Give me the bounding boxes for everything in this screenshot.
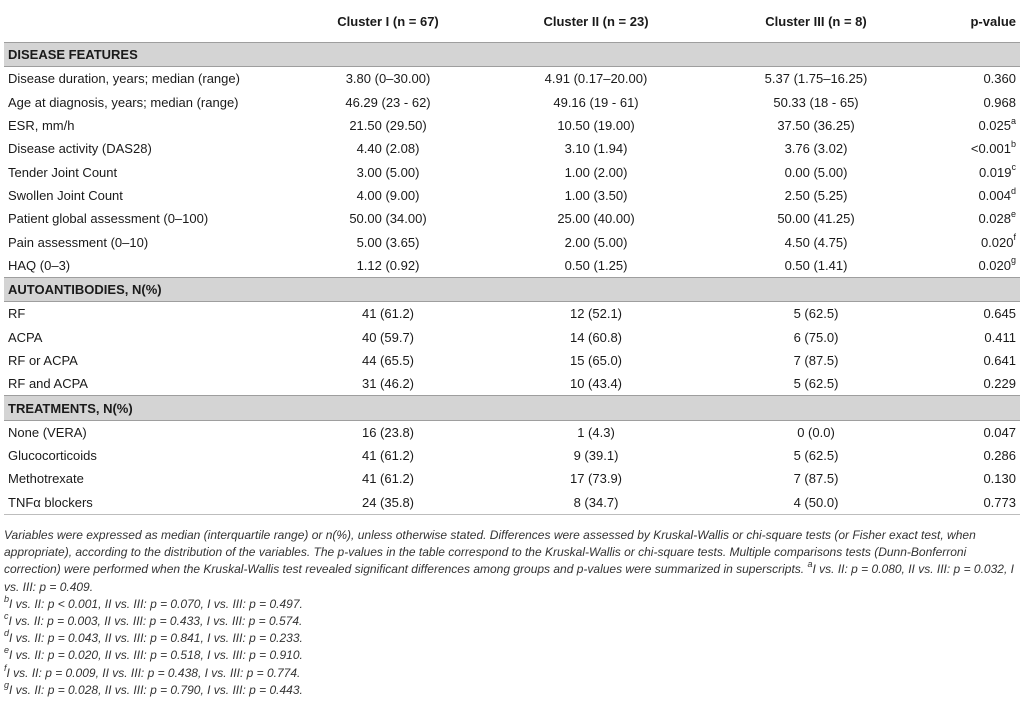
p-value-superscript: c (1011, 162, 1016, 173)
p-value-superscript: b (1010, 139, 1016, 149)
p-value-text: 0.020 (980, 234, 1014, 250)
p-value-superscript: g (1010, 255, 1016, 266)
footnote-main (4, 527, 1018, 596)
cell-cluster-1: 16 (23.8) (361, 424, 415, 440)
row-label: HAQ (0–3) (8, 257, 71, 273)
cell-cluster-3: 4 (50.0) (706, 491, 926, 515)
table-row (4, 160, 1020, 183)
table-row (4, 420, 1020, 444)
cell-p-value (926, 230, 1020, 253)
cell-p-value (926, 67, 1020, 91)
cell-cluster-2: 8 (34.7) (486, 491, 706, 515)
table-row (4, 444, 1020, 467)
footnote-line (4, 647, 1018, 664)
cell-cluster-3: 5.37 (1.75–16.25) (764, 71, 868, 87)
cell-cluster-1: 24 (35.8) (290, 491, 486, 515)
p-value-text: 0.020 (978, 257, 1011, 273)
p-value-text: 0.968 (983, 94, 1016, 110)
p-value-text: <0.001 (970, 141, 1011, 157)
footnote-line (4, 662, 1018, 682)
row-label: Tender Joint Count (8, 164, 118, 180)
cluster-comparison-table (4, 0, 1020, 515)
p-value-superscript: d (1010, 185, 1016, 196)
section-title: TREATMENTS, N(%) (4, 396, 1020, 420)
footnote-line (4, 630, 1018, 647)
table-row (4, 230, 1020, 253)
footnote-b: I vs. II: p < 0.001, II vs. III: p = 0.070, I vs. III: p = 0.497. (9, 596, 303, 611)
cell-cluster-1: 50.00 (34.00) (349, 211, 427, 227)
cell-cluster-3: 50.33 (18 - 65) (773, 94, 859, 110)
row-label: Disease activity (DAS28) (8, 141, 152, 157)
footnote-a: I vs. II: p = 0.080, II vs. III: p = 0.032, I vs. III: p = 0.409. (4, 562, 1014, 594)
cell-cluster-1: 21.50 (29.50) (349, 118, 427, 134)
row-label: Swollen Joint Count (8, 187, 123, 203)
p-value-text: 0.360 (983, 71, 1016, 87)
cell-cluster-1: 41 (61.2) (361, 306, 415, 322)
p-value-text: 0.019 (978, 164, 1012, 180)
cell-cluster-2: 4.91 (0.17–20.00) (544, 71, 648, 87)
cell-p-value (926, 160, 1020, 183)
footnote-d: I vs. II: p = 0.043, II vs. III: p = 0.841, I vs. III: p = 0.233. (9, 631, 303, 646)
cell-p-value (926, 207, 1020, 230)
cell-p-value: 0.641 (983, 353, 1016, 368)
cell-cluster-3: 0.00 (5.00) (784, 164, 848, 180)
p-value-superscript: e (1010, 208, 1016, 219)
footnote-f: I vs. II: p = 0.009, II vs. III: p = 0.438, I vs. III: p = 0.774. (6, 665, 301, 680)
cell-cluster-1: 1.12 (0.92) (356, 257, 420, 273)
cell-cluster-2: 3.10 (1.94) (564, 141, 628, 157)
footnote-marker-b: b (4, 593, 10, 604)
row-label: Methotrexate (8, 471, 84, 487)
section-row-treatments (4, 396, 1020, 420)
cell-p-value: 0.286 (983, 448, 1016, 464)
table-footnotes (4, 527, 1018, 699)
cell-p-value (926, 184, 1020, 207)
header-row (4, 0, 1020, 43)
footnote-line (4, 679, 1018, 699)
cell-cluster-3: 4.50 (4.75) (784, 234, 848, 250)
footnote-line (4, 613, 1018, 630)
cell-cluster-2: 1.00 (3.50) (564, 187, 628, 203)
cell-cluster-1: 41 (61.2) (361, 471, 415, 487)
row-label: ESR, mm/h (8, 118, 75, 134)
footnote-marker-g: g (4, 679, 10, 690)
footnote-marker-e: e (4, 645, 10, 656)
p-value-text: 0.004 (978, 187, 1011, 203)
cell-cluster-1: 40 (59.7) (361, 329, 415, 345)
cell-cluster-2: 1 (4.3) (577, 424, 615, 440)
cell-p-value (926, 91, 1020, 114)
row-label: None (VERA) (8, 424, 87, 440)
cell-cluster-2: 25.00 (40.00) (557, 211, 635, 227)
table-row (4, 184, 1020, 207)
cell-cluster-3: 0 (0.0) (797, 424, 835, 440)
cell-cluster-2: 9 (39.1) (573, 448, 619, 464)
cell-cluster-3: 7 (87.5) (793, 471, 839, 487)
table-row (4, 91, 1020, 114)
row-label: Glucocorticoids (8, 448, 97, 464)
p-value-superscript: f (1013, 232, 1016, 243)
cell-cluster-3: 7 (87.5) (793, 353, 839, 368)
cell-cluster-1: 3.00 (5.00) (356, 164, 420, 180)
cell-p-value (926, 254, 1020, 278)
table-row (4, 114, 1020, 137)
cell-cluster-3: 5 (62.5) (793, 376, 839, 392)
table-row (4, 491, 1020, 515)
row-label: RF or ACPA (8, 353, 78, 368)
cell-cluster-1: 4.40 (2.08) (356, 141, 420, 157)
cell-cluster-3: 5 (62.5) (793, 448, 839, 464)
table-row (4, 137, 1020, 160)
cell-cluster-2: 10 (43.4) (569, 376, 623, 392)
cell-cluster-2: 49.16 (19 - 61) (553, 94, 639, 110)
section-row-disease-features (4, 43, 1020, 67)
row-label: Age at diagnosis, years; median (range) (8, 94, 239, 110)
table-row (4, 326, 1020, 349)
header-blank (4, 0, 290, 43)
row-label: TNFα blockers (4, 491, 290, 515)
cell-cluster-1: 4.00 (9.00) (356, 187, 420, 203)
cell-cluster-2: 17 (73.9) (569, 471, 623, 487)
footnote-g: I vs. II: p = 0.028, II vs. III: p = 0.790, I vs. III: p = 0.443. (9, 682, 303, 697)
cell-p-value: 0.411 (984, 329, 1016, 345)
cell-cluster-2: 0.50 (1.25) (564, 257, 628, 273)
row-label: Disease duration, years; median (range) (8, 71, 240, 87)
cell-cluster-2: 14 (60.8) (569, 329, 623, 345)
table-row (4, 67, 1020, 91)
footnote-main-text: Variables were expressed as median (interquartile range) or n(%), unless otherwise stated. Differences were assessed by Kruskal-Wallis or chi-square tests (or Fisher exact test, when appropriate), according to the distribution of the variables. The p-values in the table correspond to the Kruskal-Wallis or chi-square tests. Multiple comparisons tests (Dunn-Bonferroni correction) were performed when the Kruskal-Wallis test revealed significant differences among groups and p-values were summarized in superscripts. (4, 528, 976, 577)
section-row-autoantibodies (4, 277, 1020, 301)
cell-p-value: 0.047 (983, 424, 1016, 440)
row-label: Patient global assessment (0–100) (8, 211, 209, 227)
row-label: Pain assessment (0–10) (8, 234, 149, 250)
cell-cluster-1: 44 (65.5) (361, 353, 415, 368)
table-row (4, 254, 1020, 278)
footnote-line (4, 593, 1018, 613)
cell-p-value: 0.645 (983, 306, 1016, 322)
table-row (4, 349, 1020, 372)
header-cluster-2: Cluster II (n = 23) (543, 13, 649, 29)
table-row (4, 372, 1020, 396)
p-value-text: 0.025 (978, 118, 1011, 134)
row-label: RF and ACPA (8, 376, 88, 392)
row-label: ACPA (8, 329, 43, 345)
cell-cluster-1: 41 (61.2) (361, 448, 415, 464)
cell-p-value (926, 137, 1020, 160)
header-cluster-3: Cluster III (n = 8) (765, 13, 867, 29)
footnote-e: I vs. II: p = 0.020, II vs. III: p = 0.518, I vs. III: p = 0.910. (9, 648, 303, 663)
cell-cluster-2: 12 (52.1) (569, 306, 623, 322)
table-row (4, 302, 1020, 326)
cell-cluster-1: 31 (46.2) (361, 376, 415, 392)
cell-cluster-2: 2.00 (5.00) (564, 234, 628, 250)
cell-cluster-3: 2.50 (5.25) (784, 187, 848, 203)
footnote-marker-c: c (4, 611, 9, 622)
cell-cluster-3: 6 (75.0) (793, 329, 839, 345)
cell-cluster-1: 3.80 (0–30.00) (345, 71, 431, 87)
footnote-marker-d: d (4, 628, 10, 639)
footnote-marker-f: f (4, 662, 7, 673)
header-cluster-1: Cluster I (n = 67) (337, 13, 439, 29)
cell-cluster-3: 5 (62.5) (793, 306, 839, 322)
section-title: AUTOANTIBODIES, N(%) (4, 277, 1020, 301)
cell-cluster-1: 46.29 (23 - 62) (345, 94, 431, 110)
section-title: DISEASE FEATURES (4, 43, 1020, 67)
cell-cluster-2: 1.00 (2.00) (564, 164, 628, 180)
p-value-text: 0.028 (978, 211, 1011, 227)
footnote-c: I vs. II: p = 0.003, II vs. III: p = 0.433, I vs. III: p = 0.574. (8, 614, 303, 629)
cell-p-value: 0.773 (926, 491, 1020, 515)
cell-cluster-2: 15 (65.0) (569, 353, 623, 368)
cell-cluster-2: 10.50 (19.00) (557, 118, 635, 134)
table-row (4, 467, 1020, 490)
cell-cluster-1: 5.00 (3.65) (356, 234, 420, 250)
footnote-marker-a: a (807, 559, 813, 570)
cell-cluster-3: 50.00 (41.25) (777, 211, 855, 227)
cell-cluster-3: 37.50 (36.25) (777, 118, 855, 134)
cell-p-value: 0.229 (983, 376, 1016, 392)
cell-p-value: 0.130 (983, 471, 1016, 487)
header-p-value: p-value (970, 13, 1016, 29)
table-row (4, 207, 1020, 230)
cell-cluster-3: 0.50 (1.41) (784, 257, 848, 273)
row-label: RF (8, 306, 26, 322)
cell-p-value (926, 114, 1020, 137)
p-value-superscript: a (1010, 115, 1016, 126)
cell-cluster-3: 3.76 (3.02) (784, 141, 848, 157)
